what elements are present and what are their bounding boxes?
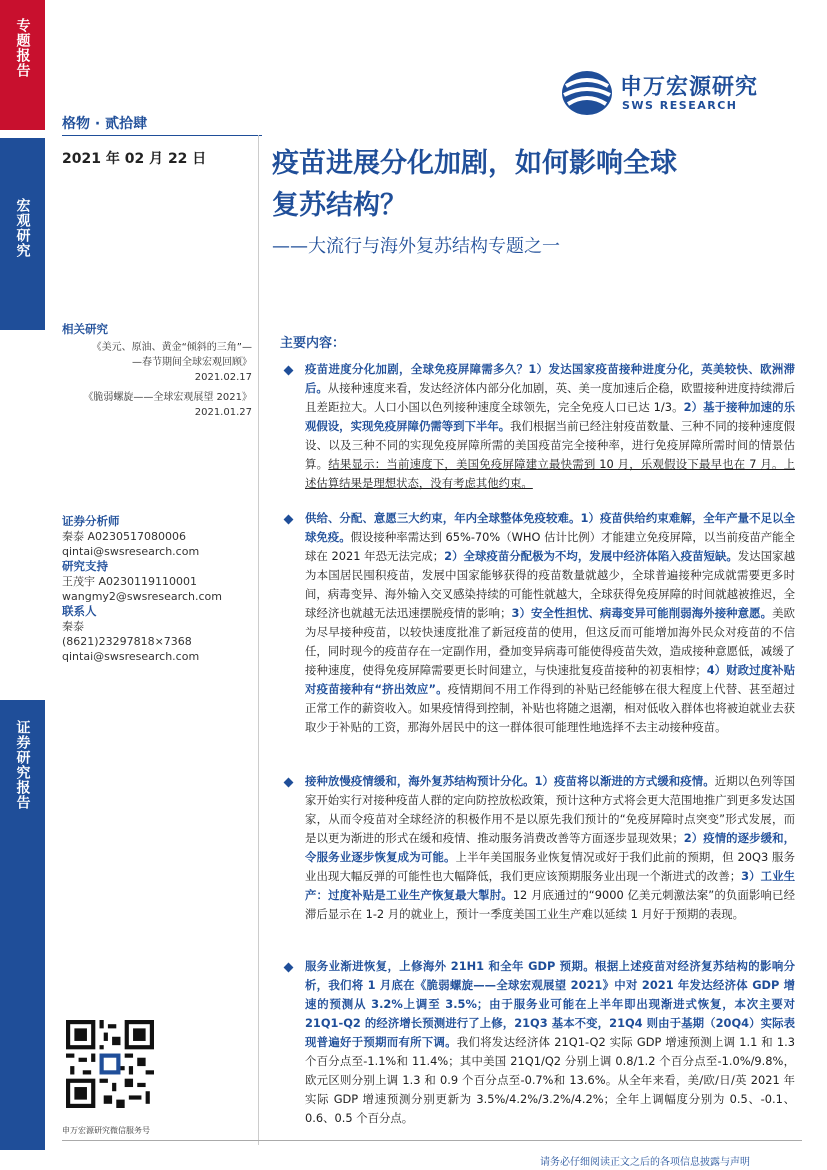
related-item-title: 《美元、原油、黄金“倾斜的三角”— xyxy=(91,342,252,353)
related-item-date: 2021.02.17 xyxy=(194,372,252,383)
analyst-name: 秦泰 A0230517080006 xyxy=(62,530,187,543)
bold-segment: 1）发达国家疫苗接种进度分化，英美较快、欧洲滞后。 xyxy=(305,362,795,395)
logo-text-en: SWS RESEARCH xyxy=(622,99,738,112)
related-item xyxy=(62,390,252,420)
support-email: wangmy2@swsresearch.com xyxy=(62,590,222,603)
title-line-2: 复苏结构？ xyxy=(272,190,407,221)
text-segment: 美欧为尽早接种疫苗，以较快速度批准了新冠疫苗的使用，但这反而可能增加海外民众对疫苗的不信任，同时现今的疫苗存在一定副作用，叠加变异病毒可能使得疫苗失效，造成接种意愿低，减缓了接种速度，使得免疫屏障需要更长时间建立，与快速批复疫苗接种的初衷相悖； xyxy=(305,606,795,677)
bold-segment: 1）疫苗将以渐进的方式缓和疫情。 xyxy=(534,774,715,788)
related-item-title-cont: —春节期间全球宏观回顾》 xyxy=(132,357,252,368)
sidebar xyxy=(0,0,45,1150)
text-segment: 我们根据当前已经注射疫苗数量、三种不同的接种速度假设、以及三种不同的实现免疫屏障所需的美国疫苗完全接种率，进行免疫屏障所需时间的情景估算。 xyxy=(305,419,795,471)
bold-segment: 2）疫情的逐步缓和，令服务业逐步恢复成为可能。 xyxy=(305,831,795,864)
analyst-email: qintai@swsresearch.com xyxy=(62,545,200,558)
bold-segment: 3）安全性担忧、病毒变异可能削弱海外接种意愿。 xyxy=(511,606,773,620)
bold-segment: 1）疫苗供给约束难解，全年产量不足以全球免疫。 xyxy=(305,511,795,544)
paragraph-4 xyxy=(305,957,795,1128)
bold-segment: 接种放慢疫情缓和，海外复苏结构预计分化。 xyxy=(305,774,535,788)
text-segment: 上半年美国服务业恢复情况或好于我们此前的预期，但 20Q3 服务业出现大幅反弹的可能性也大幅降低，我们更应该预期服务业出现一个渐进式的改善； xyxy=(305,850,795,883)
report-date: 2021 年 02 月 22 日 xyxy=(62,151,207,167)
bold-segment: 服务业渐进恢复，上修海外 21H1 和全年 GDP 预期。 xyxy=(305,959,596,973)
column-divider xyxy=(258,135,259,1145)
text-segment: 疫情期间不用工作得到的补贴已经能够在很大程度上代替、甚至超过正常工作的薪资收入。如果疫情得到控制，补贴也将随之退潮，相对低收入群体也将被迫就业去获取少于补贴的工资，那海外居民中的这一群体很可能理性地选择不去主动接种疫苗。 xyxy=(305,682,795,734)
text-segment: 从接种速度来看，发达经济体内部分化加剧，英、美一度加速后企稳，欧盟接种进度持续滞后且差距拉大。人口小国以色列接种速度全球领先，完全免疫人口已达 1/3。 xyxy=(305,381,795,414)
bullet-icon xyxy=(284,778,294,788)
bold-segment: 2）基于接种加速的乐观假设，实现免疫屏障仍需等到下半年。 xyxy=(305,400,795,433)
contact-email: qintai@swsresearch.com xyxy=(62,650,200,663)
support-name: 王茂宇 A0230119110001 xyxy=(62,575,198,588)
bold-segment: 2）全球疫苗分配极为不均，发展中经济体陷入疫苗短缺。 xyxy=(444,549,738,563)
bold-segment: 供给、分配、意愿三大约束，年内全球整体免疫较难。 xyxy=(305,511,581,525)
qr-caption: 申万宏源研究微信服务号 xyxy=(62,1126,150,1135)
related-item-title: 《脆弱螺旋——全球宏观展望 2021》 xyxy=(83,392,252,403)
paragraph-1 xyxy=(305,360,795,493)
related-item xyxy=(62,340,252,385)
divider xyxy=(62,135,262,136)
paragraph-2 xyxy=(305,509,795,737)
contacts xyxy=(62,514,222,664)
contact-name: 秦泰 xyxy=(62,620,84,633)
sidebar-category: 宏观研究 xyxy=(0,138,45,330)
related-item-date: 2021.01.27 xyxy=(194,407,252,418)
sws-logo-icon xyxy=(560,68,614,118)
wechat-qr-code xyxy=(66,1020,154,1108)
bold-segment: 4）财政过度补贴对疫苗接种有“挤出效应”。 xyxy=(305,663,795,696)
paragraph-3 xyxy=(305,772,795,924)
page-title xyxy=(272,143,802,227)
page-subtitle: ——大流行与海外复苏结构专题之一 xyxy=(272,236,560,257)
support-heading: 研究支持 xyxy=(62,559,108,573)
text-segment: 我们将发达经济体 21Q1-Q2 实际 GDP 增速预测上调 1.1 和 1.3 个百分点至-1.1%和 11.4%；其中美国 21Q1/Q2 分别上调 0.8/1.2 个百分点至-1.0%/9.8%，欧元区则分别上调 1.3 和 0.9 个百分点至-0.7%和 13.6%。从全年来看，美/欧/日/英 2021 年实际 GDP 增速预测分别更新为 3.5%/4.2%/3.2%/4.2%；全年上调幅度分别为 0.5、-0.1、0.6、0.5 个百分点。 xyxy=(305,1035,795,1125)
text-segment: 假设接种率需达到 65%-70%（WHO 估计比例）才能建立免疫屏障，以当前疫苗产能全球在 2021 年恐无法完成； xyxy=(305,530,795,563)
contact-phone: (8621)23297818×7368 xyxy=(62,635,192,648)
underlined-segment: 结果显示：当前速度下，美国免疫屏障建立最快需到 10 月，乐观假设下最早也在 7 月。上述估算结果是理想状态，没有考虑其他约束。 xyxy=(305,457,795,490)
related-heading: 相关研究 xyxy=(62,322,108,336)
sidebar-report-type: 专题报告 xyxy=(0,0,45,130)
sidebar-securities-report: 证券研究报告 xyxy=(0,700,45,1150)
bold-segment: 3）工业生产：过度补贴是工业生产恢复最大掣肘。 xyxy=(305,869,795,902)
sws-logo xyxy=(560,68,785,118)
title-line-1: 疫苗进展分化加剧，如何影响全球 xyxy=(272,148,677,179)
logo-text-cn: 申万宏源研究 xyxy=(620,75,759,100)
bold-segment: 疫苗进度分化加剧，全球免疫屏障需多久？ xyxy=(305,362,529,376)
bullet-icon xyxy=(284,366,294,376)
text-segment: 12 月底通过的“9000 亿美元刺激法案”的负面影响已经滞后显示在 1-2 月的就业上，预计一季度美国工业生产难以延续 1 月好于预期的表现。 xyxy=(305,888,795,921)
bullet-icon xyxy=(284,963,294,973)
analyst-heading: 证券分析师 xyxy=(62,514,120,528)
footer-disclaimer: 请务必仔细阅读正文之后的各项信息披露与声明 xyxy=(540,1157,750,1168)
main-content-label: 主要内容： xyxy=(280,336,346,351)
bullet-icon xyxy=(284,515,294,525)
series-label: 格物 · 贰拾肆 xyxy=(62,116,148,132)
text-segment: 发达国家越为本国居民囤积疫苗，发展中国家能够获得的疫苗数量就越少，全球普遍接种完成就需要更多时间，病毒变异、海外输入交叉感染持续的可能性就越大，全球获得免疫屏障的时间就越被推迟，全球经济也就越无法迅速摆脱疫情的影响； xyxy=(305,549,795,620)
bold-segment: 根据上述疫苗对经济复苏结构的影响分析，我们将 1 月底在《脆弱螺旋——全球宏观展望 2021》中对 2021 年发达经济体 GDP 增速的预测从 3.2%上调至 3.5%；由于服务业可能在上半年即出现渐进式恢复，本次主要对 21Q1-Q2 的经济增长预测进行了上修，21Q3 基本不变，21Q4 则由于基期（20Q4）实际表现普遍好于预期而有所下调。 xyxy=(305,959,795,1049)
text-segment: 近期以色列等国家开始实行对接种疫苗人群的定向防控放松政策，预计这种方式将会更大范围地推广到更多发达国家，从而令疫苗对全球经济的积极作用不是以原先我们预计的“免疫屏障时点突变”形式发展，而是以更为渐进的形式在缓和疫情、推动服务消费改善等方面逐步显现效果； xyxy=(305,774,795,845)
contact-heading: 联系人 xyxy=(62,604,97,618)
footer-divider xyxy=(62,1140,802,1141)
